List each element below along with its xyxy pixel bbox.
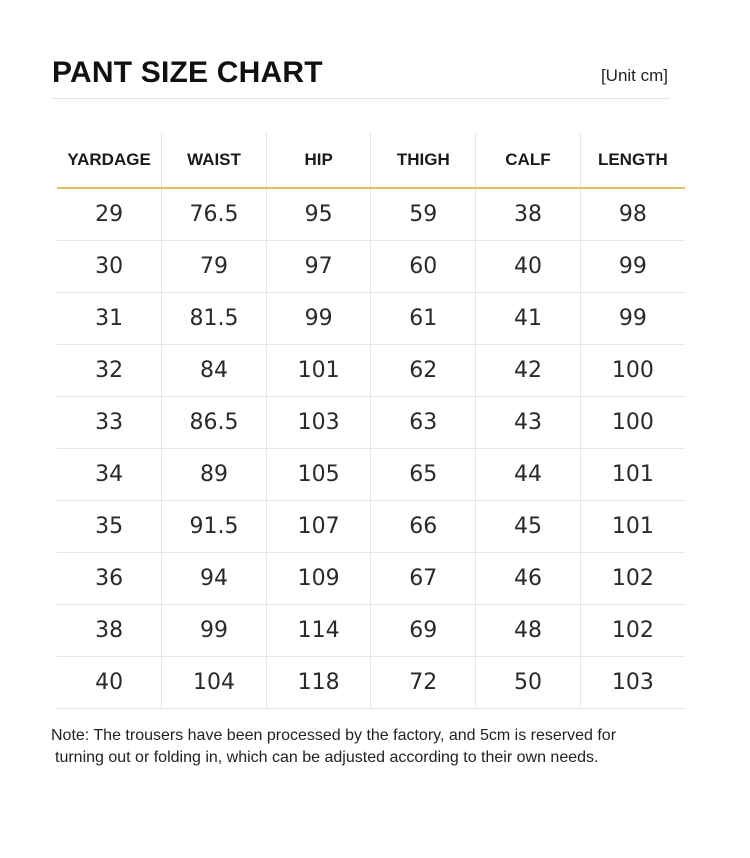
cell-calf: 50 <box>476 657 581 709</box>
cell-waist: 76.5 <box>162 188 267 241</box>
cell-waist: 89 <box>162 449 267 501</box>
cell-thigh: 60 <box>371 241 476 293</box>
table-row <box>57 188 685 241</box>
cell-thigh: 65 <box>371 449 476 501</box>
cell-yardage: 36 <box>57 553 162 605</box>
table-row <box>57 657 685 709</box>
table-row <box>57 293 685 345</box>
header-calf: CALF <box>476 133 581 188</box>
page-title: PANT SIZE CHART <box>52 56 323 89</box>
cell-calf: 43 <box>476 397 581 449</box>
cell-length: 100 <box>580 345 685 397</box>
cell-calf: 45 <box>476 501 581 553</box>
cell-yardage: 40 <box>57 657 162 709</box>
cell-yardage: 34 <box>57 449 162 501</box>
cell-waist: 91.5 <box>162 501 267 553</box>
cell-waist: 86.5 <box>162 397 267 449</box>
cell-thigh: 59 <box>371 188 476 241</box>
cell-hip: 103 <box>266 397 371 449</box>
table-row <box>57 553 685 605</box>
cell-thigh: 66 <box>371 501 476 553</box>
cell-length: 102 <box>580 553 685 605</box>
cell-yardage: 31 <box>57 293 162 345</box>
cell-hip: 107 <box>266 501 371 553</box>
cell-waist: 79 <box>162 241 267 293</box>
cell-length: 99 <box>580 293 685 345</box>
cell-length: 101 <box>580 449 685 501</box>
cell-thigh: 63 <box>371 397 476 449</box>
table-row <box>57 345 685 397</box>
cell-hip: 95 <box>266 188 371 241</box>
cell-yardage: 33 <box>57 397 162 449</box>
header-waist: WAIST <box>162 133 267 188</box>
cell-calf: 42 <box>476 345 581 397</box>
table-row <box>57 449 685 501</box>
cell-yardage: 38 <box>57 605 162 657</box>
cell-calf: 48 <box>476 605 581 657</box>
cell-hip: 109 <box>266 553 371 605</box>
cell-waist: 99 <box>162 605 267 657</box>
cell-calf: 44 <box>476 449 581 501</box>
cell-thigh: 62 <box>371 345 476 397</box>
cell-calf: 38 <box>476 188 581 241</box>
cell-hip: 99 <box>266 293 371 345</box>
cell-hip: 97 <box>266 241 371 293</box>
cell-calf: 40 <box>476 241 581 293</box>
table-row <box>57 241 685 293</box>
table-header-row <box>57 133 685 188</box>
size-table <box>57 133 685 709</box>
unit-label: [Unit cm] <box>600 66 668 85</box>
cell-calf: 46 <box>476 553 581 605</box>
header-yardage: YARDAGE <box>57 133 162 188</box>
cell-waist: 84 <box>162 345 267 397</box>
table-row <box>57 397 685 449</box>
note-line-2: turning out or folding in, which can be adjusted according to their own needs. <box>55 749 599 766</box>
cell-calf: 41 <box>476 293 581 345</box>
cell-waist: 104 <box>162 657 267 709</box>
cell-length: 99 <box>580 241 685 293</box>
cell-yardage: 29 <box>57 188 162 241</box>
cell-thigh: 61 <box>371 293 476 345</box>
header-length: LENGTH <box>580 133 685 188</box>
table-row <box>57 605 685 657</box>
cell-hip: 114 <box>266 605 371 657</box>
cell-length: 102 <box>580 605 685 657</box>
cell-hip: 118 <box>266 657 371 709</box>
header-thigh: THIGH <box>371 133 476 188</box>
cell-length: 100 <box>580 397 685 449</box>
cell-length: 98 <box>580 188 685 241</box>
note-line-1: Note: The trousers have been processed by the factory, and 5cm is reserved for <box>51 727 617 744</box>
cell-length: 101 <box>580 501 685 553</box>
cell-waist: 81.5 <box>162 293 267 345</box>
cell-yardage: 35 <box>57 501 162 553</box>
table-row <box>57 501 685 553</box>
cell-hip: 105 <box>266 449 371 501</box>
size-note <box>51 725 701 769</box>
cell-hip: 101 <box>266 345 371 397</box>
title-divider <box>52 98 670 99</box>
cell-waist: 94 <box>162 553 267 605</box>
cell-thigh: 72 <box>371 657 476 709</box>
cell-yardage: 30 <box>57 241 162 293</box>
cell-thigh: 69 <box>371 605 476 657</box>
cell-thigh: 67 <box>371 553 476 605</box>
cell-yardage: 32 <box>57 345 162 397</box>
cell-length: 103 <box>580 657 685 709</box>
header-hip: HIP <box>266 133 371 188</box>
